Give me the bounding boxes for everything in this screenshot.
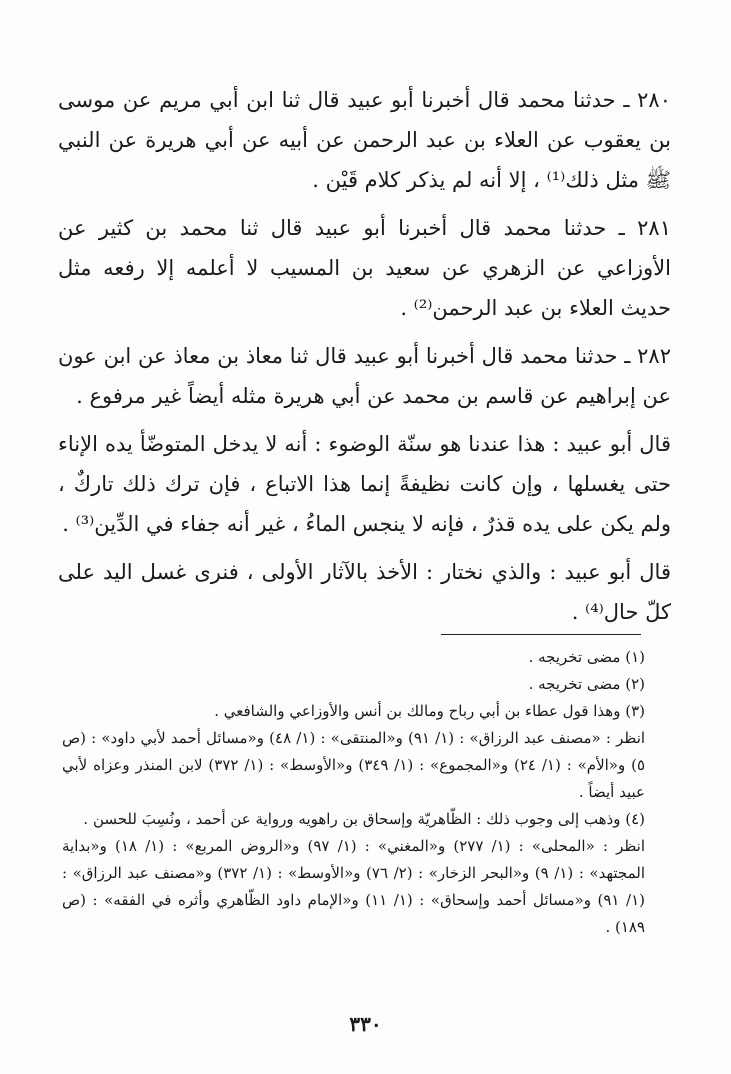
hadith-282: ٢٨٢ ـ حدثنا محمد قال أخبرنا أبو عبيد قال ثنا معاذ بن معاذ عن ابن عون عن إبراهيم عن قاسم بن محمد عن أبي هريرة مثله أيضاً غير مرفوع . [58, 344, 671, 408]
footnote-3: (٣) وهذا قول عطاء بن أبي رباح ومالك بن أنس والأوزاعي والشافعي . [214, 702, 645, 720]
footnote-4: (٤) وذهب إلى وجوب ذلك : الظّاهريّة وإسحاق بن راهويه ورواية عن أحمد ، ونُسِبَ للحسن . [83, 810, 645, 828]
abu-ubaid-comment-1: قال أبو عبيد : هذا عندنا هو سنّة الوضوء : أنه لا يدخل المتوضّأ يده الإناء حتى يغسلها ، وإن كانت نظيفةً إنما هذا الاتباع ، فإن ترك ذلك تاركٌ ، ولم يكن على يده قذرٌ ، فإنه لا ينجس الماءُ ، غير أنه جفاء في الدِّين⁽³⁾ . [58, 432, 671, 536]
abu-ubaid-comment-2: قال أبو عبيد : والذي نختار : الأخذ بالآثار الأولى ، فنرى غسل اليد على كلّ حال⁽⁴⁾ . [58, 560, 671, 624]
footnote-4-refs: انظر : «المحلى» : (١/ ٢٧٧) و«المغني» : (١/ ٩٧) و«الروض المربع» : (١/ ١٨) و«بداية المجتهد» : (١/ ٩) و«البحر الزخار» : (٢/ ٧٦) و«الأوسط» : (١/ ٣٧٢) و«مصنف عبد الرزاق» : (١/ ٩١) و«مسائل أحمد وإسحاق» : (١/ ١١) و«الإمام داود الظّاهري وأثره في الفقه» : (ص ١٨٩) . [62, 837, 646, 936]
page-number: ٣٣٠ [349, 1012, 382, 1036]
hadith-281: ٢٨١ ـ حدثنا محمد قال أخبرنا أبو عبيد قال ثنا محمد بن كثير عن الأوزاعي عن الزهري عن سعيد بن المسيب لا أعلمه إلا رفعه مثل حديث العلاء بن عبد الرحمن⁽²⁾ . [58, 216, 671, 320]
main-text [58, 80, 671, 632]
footnote-1: (١) مضى تخريجه . [528, 648, 645, 666]
hadith-280: ٢٨٠ ـ حدثنا محمد قال أخبرنا أبو عبيد قال ثنا ابن أبي مريم عن موسى بن يعقوب عن العلاء بن عبد الرحمن عن أبيه عن أبي هريرة عن النبي ﷺ مثل ذلك⁽¹⁾ ، إلا أنه لم يذكر كلام قَيْن . [58, 88, 671, 192]
footnote-divider [441, 634, 641, 635]
footnotes [62, 644, 645, 941]
footnote-2: (٢) مضى تخريجه . [528, 675, 645, 693]
footnote-3-refs: انظر : «مصنف عبد الرزاق» : (١/ ٩١) و«المنتقى» : (١/ ٤٨) و«مسائل أحمد لأبي داود» : (ص ٥) و«الأم» : (١/ ٢٤) و«المجموع» : (١/ ٣٤٩) و«الأوسط» : (١/ ٣٧٢) لابن المنذر وعزاه لأبي عبيد أيضاً . [62, 729, 646, 801]
